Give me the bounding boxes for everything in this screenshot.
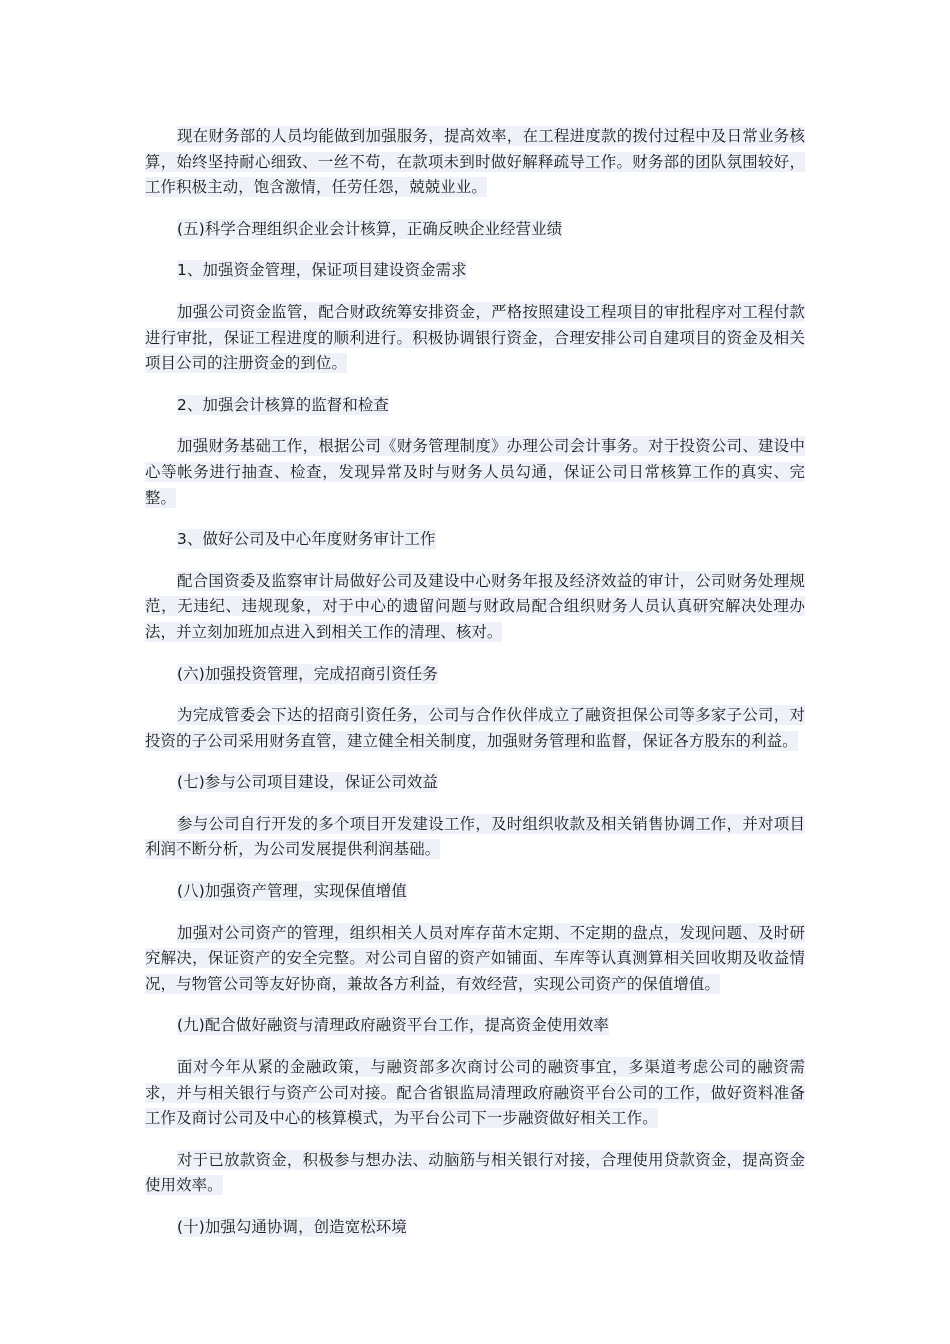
- section-heading: [145, 1013, 805, 1039]
- paragraph-text: 为完成管委会下达的招商引资任务，公司与合作伙伴成立了融资担保公司等多家子公司，对投资的子公司采用财务直管，建立健全相关制度，加强财务管理和监督，保证各方股东的利益。: [145, 706, 805, 750]
- paragraph-text: 加强公司资金监管，配合财政统筹安排资金，严格按照建设工程项目的审批程序对工程付款进行审批，保证工程进度的顺利进行。积极协调银行资金，合理安排公司自建项目的资金及相关项目公司的注册资金的到位。: [145, 302, 805, 373]
- section-heading: [145, 879, 805, 905]
- body-paragraph: [145, 124, 805, 201]
- heading-text: 3、做好公司及中心年度财务审计工作: [177, 530, 436, 549]
- body-paragraph: [145, 569, 805, 646]
- heading-text: 1、加强资金管理，保证项目建设资金需求: [177, 261, 467, 280]
- body-paragraph: [145, 703, 805, 754]
- heading-text: (五)科学合理组织企业会计核算，正确反映企业经营业绩: [177, 219, 563, 238]
- heading-text: (九)配合做好融资与清理政府融资平台工作，提高资金使用效率: [177, 1016, 609, 1035]
- paragraph-text: 配合国资委及监察审计局做好公司及建设中心财务年报及经济效益的审计，公司财务处理规范，无违纪、违规现象，对于中心的遗留问题与财政局配合组织财务人员认真研究解决处理办法，并立刻加班加点进入到相关工作的清理、核对。: [145, 571, 805, 641]
- subsection-heading: [145, 393, 805, 419]
- body-paragraph: [145, 434, 805, 511]
- subsection-heading: [145, 258, 805, 284]
- paragraph-text: 加强对公司资产的管理，组织相关人员对库存苗木定期、不定期的盘点，发现问题、及时研究解决，保证资产的安全完整。对公司自留的资产如铺面、车库等认真测算相关回收期及收益情况，与物管公司等友好协商，兼故各方利益，有效经营，实现公司资产的保值增值。: [145, 923, 805, 993]
- paragraph-text: 参与公司自行开发的多个项目开发建设工作，及时组织收款及相关销售协调工作，并对项目利润不断分析，为公司发展提供利润基础。: [145, 814, 805, 859]
- heading-text: (十)加强勾通协调，创造宽松环境: [177, 1218, 407, 1236]
- document-body: [145, 124, 805, 1257]
- heading-text: (六)加强投资管理，完成招商引资任务: [177, 664, 438, 683]
- paragraph-text: 对于已放款资金，积极参与想办法、动脑筋与相关银行对接，合理使用贷款资金，提高资金使用效率。: [145, 1150, 805, 1195]
- paragraph-text: 面对今年从紧的金融政策，与融资部多次商讨公司的融资事宜，多渠道考虑公司的融资需求，并与相关银行与资产公司对接。配合省银监局清理政府融资平台公司的工作，做好资料准备工作及商讨公司及中心的核算模式，为平台公司下一步融资做好相关工作。: [145, 1058, 805, 1128]
- body-paragraph: [145, 1148, 805, 1199]
- section-heading: [145, 662, 805, 688]
- section-heading: [145, 1215, 805, 1241]
- paragraph-text: 现在财务部的人员均能做到加强服务，提高效率，在工程进度款的拨付过程中及日常业务核算，始终坚持耐心细致、一丝不苟，在款项未到时做好解释疏导工作。财务部的团队氛围较好，工作积极主动，饱含激情，任劳任怨，兢兢业业。: [145, 127, 805, 197]
- section-heading: [145, 217, 805, 243]
- body-paragraph: [145, 812, 805, 863]
- heading-text: (七)参与公司项目建设，保证公司效益: [177, 773, 438, 792]
- subsection-heading: [145, 527, 805, 553]
- body-paragraph: [145, 1055, 805, 1132]
- heading-text: 2、加强会计核算的监督和检查: [177, 395, 389, 414]
- body-paragraph: [145, 300, 805, 377]
- paragraph-text: 加强财务基础工作，根据公司《财务管理制度》办理公司会计事务。对于投资公司、建设中心等帐务进行抽查、检查，发现异常及时与财务人员勾通，保证公司日常核算工作的真实、完整。: [145, 437, 805, 507]
- heading-text: (八)加强资产管理，实现保值增值: [177, 882, 407, 901]
- section-heading: [145, 770, 805, 796]
- body-paragraph: [145, 921, 805, 998]
